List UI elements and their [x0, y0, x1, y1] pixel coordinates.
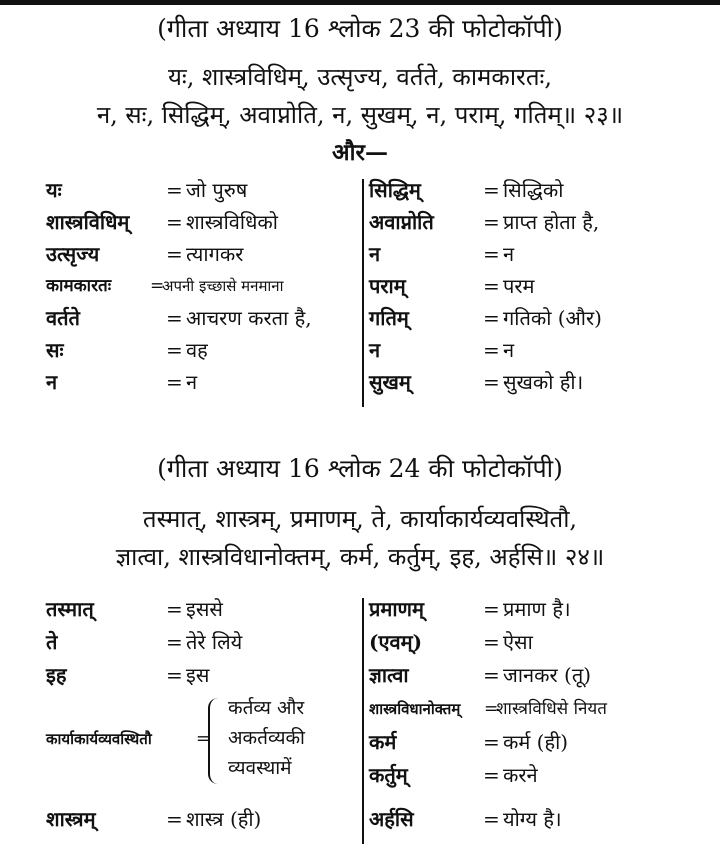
term: अर्हसि [369, 807, 414, 831]
equals: = [483, 730, 500, 754]
term: पराम् [369, 274, 406, 298]
equals: = [483, 274, 500, 298]
term: प्रमाणम् [369, 597, 424, 621]
meaning: न [186, 370, 198, 394]
meaning: गतिको (और) [503, 306, 602, 330]
table-row [46, 303, 686, 334]
meaning: न [503, 242, 515, 266]
table-row [46, 367, 686, 398]
brace-line: अकर्तव्यकी [228, 727, 305, 749]
meaning: योग्य है। [503, 807, 562, 831]
equals: = [484, 699, 499, 719]
equals: = [483, 807, 500, 831]
equals: = [483, 210, 500, 234]
equals: = [483, 242, 500, 266]
term: अवाप्नोति [369, 210, 434, 234]
equals: = [166, 338, 183, 362]
equals: = [166, 663, 183, 687]
term: कर्म [369, 730, 397, 754]
verse-24-line-2: ज्ञात्वा, शास्त्रविधानोक्तम्, कर्म, कर्तुम्, इह, अर्हसि॥ २४॥ [115, 543, 605, 571]
equals: = [483, 630, 500, 654]
equals: = [166, 210, 183, 234]
meaning: तेरे लिये [186, 630, 243, 654]
equals: = [150, 276, 165, 296]
heading-verse-23: (गीता अध्याय 16 श्लोक 23 की फोटोकॉपी) [157, 14, 563, 43]
meaning: प्राप्त होता है, [503, 210, 600, 234]
term: (एवम्) [369, 630, 423, 654]
table-row [46, 175, 686, 206]
term: कामकारतः [46, 276, 112, 296]
term: इह [46, 663, 67, 687]
meaning: अपनी इच्छासे मनमाना [162, 277, 284, 295]
equals: = [483, 597, 500, 621]
meaning: कर्म (ही) [503, 730, 569, 754]
top-rule [0, 0, 720, 5]
meaning: प्रमाण है। [503, 597, 571, 621]
term: शास्त्रम् [46, 807, 96, 831]
meaning: शास्त्रविधिको [186, 210, 278, 234]
term: सुखम् [369, 370, 411, 394]
meaning: न [503, 338, 515, 362]
equals: = [483, 178, 500, 202]
term: तस्मात् [46, 597, 94, 621]
aur-label: और— [332, 139, 388, 166]
table-row [46, 239, 686, 270]
term: कर्तुम् [369, 763, 408, 787]
table-row [46, 727, 686, 758]
equals: = [166, 630, 183, 654]
meaning: जो पुरुष [186, 178, 248, 202]
meaning: शास्त्र (ही) [186, 807, 262, 831]
equals: = [483, 370, 500, 394]
brace-line: कर्तव्य और [228, 697, 305, 719]
equals: = [166, 306, 183, 330]
term: न [369, 338, 381, 362]
table-row [46, 660, 686, 691]
term: शास्त्रविधिम् [46, 210, 130, 234]
meaning: सिद्धिको [503, 178, 564, 202]
equals: = [196, 729, 211, 749]
verse-24-line-1: तस्मात्, शास्त्रम्, प्रमाणम्, ते, कार्याकार्यव्यवस्थितौ, [142, 505, 578, 533]
equals: = [483, 338, 500, 362]
meaning: जानकर (तू) [503, 663, 592, 687]
equals: = [166, 807, 183, 831]
equals: = [483, 306, 500, 330]
table-row [46, 207, 686, 238]
meaning: वह [186, 338, 208, 362]
equals: = [166, 597, 183, 621]
table-row [46, 804, 686, 835]
meaning: आचरण करता है, [186, 306, 312, 330]
table-row [46, 594, 686, 625]
equals: = [166, 370, 183, 394]
term: न [46, 370, 58, 394]
term: सः [46, 338, 64, 362]
term: यः [46, 178, 62, 202]
verse-23-line-2: न, सः, सिद्धिम्, अवाप्नोति, न, सुखम्, न, पराम्, गतिम्॥ २३॥ [96, 101, 624, 129]
meaning: शास्त्रविधिसे नियत [496, 699, 607, 719]
meaning: परम [503, 274, 535, 298]
term: शास्त्रविधानोक्तम् [369, 700, 461, 718]
term: वर्तते [46, 306, 80, 330]
term: ते [46, 630, 58, 654]
heading-verse-24: (गीता अध्याय 16 श्लोक 24 की फोटोकॉपी) [157, 454, 563, 483]
equals: = [166, 242, 183, 266]
equals: = [166, 178, 183, 202]
term: न [369, 242, 381, 266]
equals: = [483, 663, 500, 687]
term: उत्सृज्य [46, 242, 100, 266]
equals: = [483, 763, 500, 787]
meaning: करने [503, 763, 538, 787]
table-row [46, 694, 686, 725]
meaning: सुखको ही। [503, 370, 584, 394]
table-row [46, 335, 686, 366]
verse-23-line-1: यः, शास्त्रविधिम्, उत्सृज्य, वर्तते, कामकारतः, [167, 63, 553, 91]
term: सिद्धिम् [369, 178, 421, 202]
term: कार्याकार्यव्यवस्थितौ [46, 730, 152, 748]
table-row [46, 627, 686, 658]
table-row [46, 760, 686, 791]
meaning: ऐसा [503, 630, 533, 654]
brace-line: व्यवस्थामें [228, 757, 292, 779]
table-row [46, 271, 686, 302]
meaning: इस [186, 663, 210, 687]
meaning: त्यागकर [186, 242, 244, 266]
term: गतिम् [369, 306, 409, 330]
meaning: इससे [186, 597, 223, 621]
term: ज्ञात्वा [369, 663, 409, 687]
